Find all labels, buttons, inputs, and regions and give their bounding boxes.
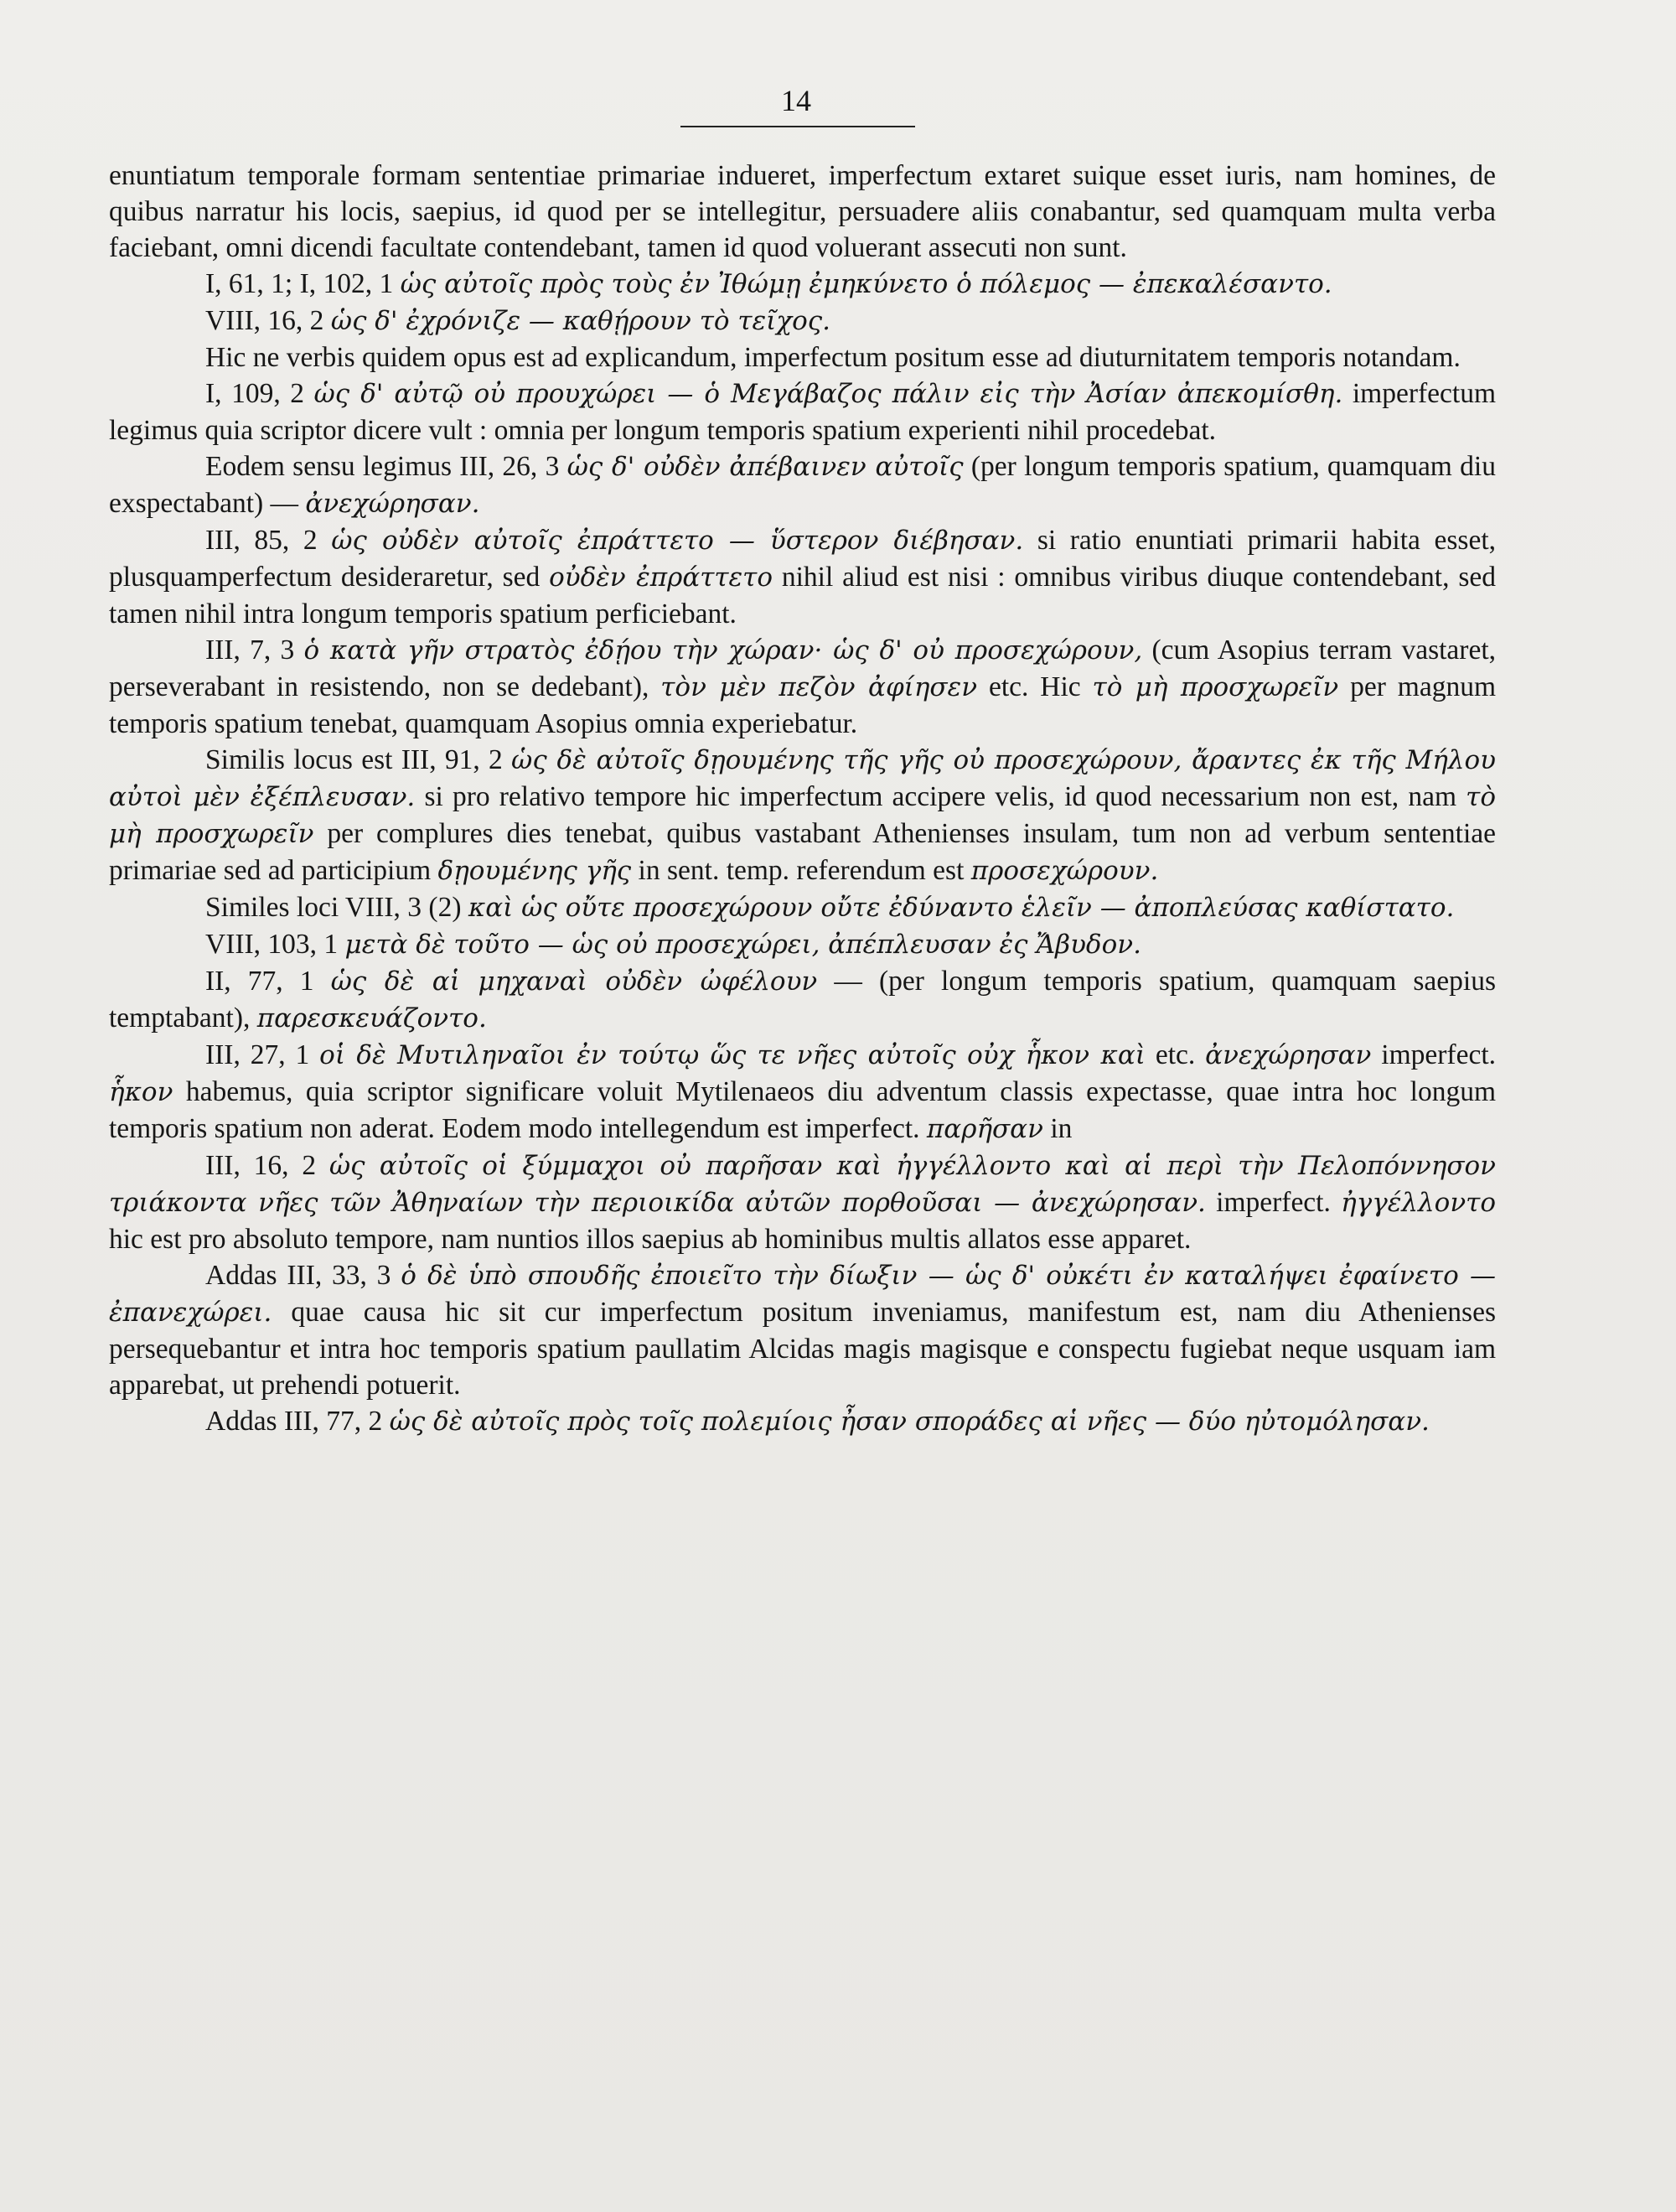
paragraph: [109, 1147, 1496, 1257]
latin-text: in sent. temp. referendum est: [631, 855, 971, 886]
latin-text: Addas III, 77, 2: [205, 1406, 390, 1437]
paragraph: [109, 303, 1496, 339]
latin-text: nihil aliud est nisi : omnibus viribus diuque contendebant, sed tamen nihil intra longum temporis spatium perficiebant.: [109, 562, 1496, 629]
page-number-rule: [680, 126, 915, 127]
latin-text: Similes loci VIII, 3 (2): [205, 892, 468, 923]
greek-quotation: τὸ μὴ προσχωρεῖν: [1092, 672, 1339, 702]
greek-quotation: ὡς δ' ἐχρόνιζε — καθῄρουν τὸ τεῖχος.: [330, 306, 830, 336]
paragraph: [109, 339, 1496, 376]
latin-text: habemus, quia scriptor significare voluit Mytilenaeos diu adventum classis expectasse, quae intra hoc longum temporis spatium non aderat. Eodem modo intellegendum est imperfect.: [109, 1076, 1496, 1144]
paragraph: [109, 926, 1496, 963]
greek-quotation: μετὰ δὲ τοῦτο — ὡς οὐ προσεχώρει, ἀπέπλευσαν ἐς Ἄβυδον.: [344, 930, 1141, 960]
page-number: 14: [781, 84, 811, 117]
latin-text: imperfect.: [1371, 1039, 1497, 1070]
paragraph: [109, 448, 1496, 522]
latin-text: quae causa hic sit cur imperfectum positum inveniamus, manifestum est, nam diu Athenienses persequebantur et intra hoc temporis spatium paullatim Alcidas magis magisque e conspectu fugiebat neque usquam iam apparebat, ut prehendi potuerit.: [109, 1297, 1496, 1401]
latin-text: hic est pro absoluto tempore, nam nuntios illos saepius ab hominibus multis allatos esse apparet.: [109, 1224, 1192, 1255]
greek-quotation: ὡς δ' αὐτῷ οὐ προυχώρει — ὁ Μεγάβαζος πάλιν εἰς τὴν Ἀσίαν ἀπεκομίσθη.: [313, 379, 1343, 409]
greek-quotation: προσεχώρουν.: [970, 856, 1159, 886]
greek-quotation: ὡς αὐτοῖς πρὸς τοὺς ἐν Ἰθώμῃ ἐμηκύνετο ὁ πόλεμος — ἐπεκαλέσαντο.: [400, 269, 1332, 299]
greek-quotation: ὡς δ' οὐδὲν ἀπέβαινεν αὐτοῖς: [566, 452, 964, 482]
greek-quotation: δῃουμένης γῆς: [437, 856, 632, 886]
greek-quotation: οἱ δὲ Μυτιληναῖοι ἐν τούτῳ ὥς τε νῆες αὐτοῖς οὐχ ἧκον καὶ: [319, 1040, 1146, 1070]
greek-quotation: ἀνεχώρησαν.: [305, 489, 480, 519]
paragraph: [109, 266, 1496, 303]
greek-quotation: παρῆσαν: [926, 1114, 1043, 1144]
greek-quotation: ὁ κατὰ γῆν στρατὸς ἐδῄου τὴν χώραν· ὡς δ' οὐ προσεχώρουν,: [303, 635, 1143, 666]
greek-quotation: ὡς δὲ αὐτοῖς πρὸς τοῖς πολεμίοις ἦσαν σποράδες αἱ νῆες — δύο ηὐτομόλησαν.: [389, 1406, 1430, 1437]
latin-text: — (per longum temporis spatium, quamquam saepius temptabant),: [109, 966, 1497, 1033]
latin-text: (per longum temporis spatium, quamquam diu exspectabant) —: [109, 451, 1496, 519]
greek-quotation: ὁ δὲ ὑπὸ σπουδῆς ἐποιεῖτο τὴν δίωξιν — ὡς δ' οὐκέτι ἐν καταλήψει ἐφαίνετο — ἐπανεχώρει.: [109, 1261, 1496, 1328]
paragraph: [109, 963, 1496, 1037]
paragraph: [109, 158, 1496, 266]
latin-text: VIII, 16, 2: [205, 305, 331, 336]
latin-text: si ratio enuntiati primarii habita esset, plusquamperfectum desideraretur, sed: [109, 525, 1496, 593]
paragraph: [109, 522, 1496, 632]
greek-quotation: καὶ ὡς οὔτε προσεχώρουν οὔτε ἐδύναντο ἑλεῖν — ἀποπλεύσας καθίστατο.: [468, 893, 1455, 923]
greek-quotation: ἧκον: [109, 1077, 173, 1107]
latin-text: III, 85, 2: [205, 525, 332, 556]
latin-text: I, 109, 2: [205, 378, 314, 409]
latin-text: III, 27, 1: [205, 1039, 320, 1070]
greek-quotation: τὸν μὲν πεζὸν ἀφίησεν: [660, 672, 978, 702]
latin-text: Eodem sensu legimus III, 26, 3: [205, 451, 567, 482]
latin-text: II, 77, 1: [205, 966, 331, 997]
latin-text: Addas III, 33, 3: [205, 1260, 401, 1291]
paragraph: [109, 376, 1496, 448]
latin-text: si pro relativo tempore hic imperfectum accipere velis, id quod necessarium non est, nam: [415, 781, 1466, 812]
greek-quotation: ἀνεχώρησαν: [1205, 1040, 1372, 1070]
paragraph: [109, 1257, 1496, 1403]
greek-quotation: τὸ μὴ προσχωρεῖν: [109, 782, 1496, 849]
greek-quotation: ἠγγέλλοντο: [1341, 1188, 1496, 1218]
greek-quotation: ὡς οὐδὲν αὐτοῖς ἐπράττετο — ὕστερον διέβησαν.: [331, 526, 1024, 556]
paragraph: [109, 889, 1496, 926]
latin-text: in: [1042, 1113, 1073, 1144]
greek-quotation: οὐδὲν ἐπράττετο: [549, 562, 773, 593]
greek-quotation: ὡς αὐτοῖς οἱ ξύμμαχοι οὐ παρῆσαν καὶ ἠγγέλλοντο καὶ αἱ περὶ τὴν Πελοπόννησον τριάκοντα νῆες τῶν Ἀθηναίων τὴν περιοικίδα αὐτῶν πορθοῦσαι — ἀνεχώρησαν.: [109, 1151, 1496, 1218]
latin-text: imperfectum legimus quia scriptor dicere vult : omnia per longum temporis spatium experienti nihil procedebat.: [109, 378, 1496, 446]
latin-text: III, 7, 3: [205, 635, 304, 666]
paragraph: [109, 632, 1496, 742]
greek-quotation: παρεσκευάζοντο.: [256, 1003, 487, 1033]
paragraph: [109, 1403, 1496, 1440]
paragraph: [109, 1037, 1496, 1147]
latin-text: VIII, 103, 1: [205, 929, 345, 960]
latin-text: per complures dies tenebat, quibus vastabant Athenienses insulam, tum non ad verbum sententiae primariae sed ad participium: [109, 818, 1497, 886]
latin-text: enuntiatum temporale formam sententiae primariae indueret, imperfectum extaret suique esset iuris, nam homines, de quibus narratur his locis, saepius, id quod per se intellegitur, persuadere aliis conabantur, sed quamquam multa verba faciebant, omni dicendi facultate contendebant, tamen id quod voluerant assecuti non sunt.: [109, 160, 1496, 263]
latin-text: III, 16, 2: [205, 1150, 329, 1181]
latin-text: Similis locus est III, 91, 2: [205, 744, 512, 775]
latin-text: (cum Asopius terram vastaret, perseverabant in resistendo, non se dedebant),: [109, 635, 1497, 702]
latin-text: imperfect.: [1205, 1187, 1342, 1218]
body-text: [109, 158, 1496, 1440]
latin-text: Hic ne verbis quidem opus est ad explicandum, imperfectum positum esse ad diuturnitatem temporis notandam.: [205, 342, 1461, 373]
greek-quotation: ὡς δὲ αὐτοῖς δῃουμένης τῆς γῆς οὐ προσεχώρουν, ἄραντες ἐκ τῆς Μήλου αὐτοὶ μὲν ἐξέπλευσαν.: [109, 745, 1496, 812]
latin-text: per magnum temporis spatium tenebat, quamquam Asopius omnia experiebatur.: [109, 671, 1496, 739]
latin-text: I, 61, 1; I, 102, 1: [205, 268, 401, 299]
greek-quotation: ὡς δὲ αἱ μηχαναὶ οὐδὲν ὠφέλουν: [330, 966, 818, 997]
latin-text: etc.: [1145, 1039, 1206, 1070]
paragraph: [109, 742, 1496, 889]
latin-text: etc. Hic: [977, 671, 1093, 702]
